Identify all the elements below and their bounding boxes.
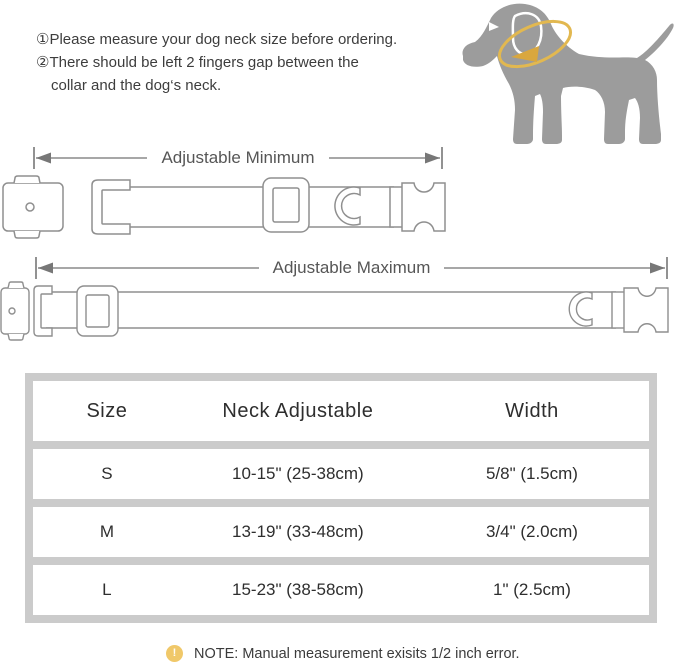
col-header-size: Size bbox=[86, 399, 128, 422]
dog-neck-measuring-illustration bbox=[455, 0, 679, 148]
note-text: NOTE: Manual measurement exisits 1/2 inch error. bbox=[194, 645, 520, 662]
table-row-m bbox=[33, 507, 649, 557]
strap-keeper-icon bbox=[92, 180, 130, 234]
adjustable-minimum-dimension bbox=[33, 146, 443, 170]
cell-neck: 13-19" (33-48cm) bbox=[232, 522, 364, 541]
slider-adjuster-icon bbox=[263, 178, 309, 232]
slider-adjuster-icon bbox=[77, 286, 118, 336]
size-chart-table bbox=[25, 373, 657, 623]
col-header-neck-adjustable: Neck Adjustable bbox=[222, 399, 374, 422]
collar-minimum-diagram bbox=[0, 172, 450, 244]
instruction-line-1: ①Please measure your dog neck size before ordering. bbox=[36, 31, 398, 48]
dimension-arrow-min-icon bbox=[33, 146, 443, 170]
adjustable-maximum-label: Adjustable Maximum bbox=[35, 258, 668, 278]
col-header-width: Width bbox=[505, 399, 559, 422]
adjustable-maximum-dimension bbox=[35, 256, 668, 280]
cell-width: 1" (2.5cm) bbox=[493, 580, 571, 599]
d-ring-icon bbox=[569, 292, 592, 326]
strap-keeper-icon bbox=[34, 286, 52, 336]
table-row-l bbox=[33, 565, 649, 615]
dog-silhouette-icon bbox=[455, 0, 679, 148]
measurement-note bbox=[166, 645, 520, 662]
buckle-male-icon bbox=[1, 282, 52, 340]
buckle-female-icon bbox=[390, 183, 445, 231]
cell-size: M bbox=[99, 522, 114, 541]
dimension-arrow-max-icon bbox=[35, 256, 668, 280]
buckle-female-icon bbox=[612, 288, 668, 332]
d-ring-icon bbox=[335, 187, 360, 225]
table-row-s bbox=[33, 449, 649, 499]
cell-width: 5/8" (1.5cm) bbox=[485, 464, 578, 483]
adjustable-minimum-label: Adjustable Minimum bbox=[33, 148, 443, 168]
cell-width: 3/4" (2.0cm) bbox=[485, 522, 578, 541]
measuring-instructions bbox=[36, 28, 456, 97]
table-header-row bbox=[33, 381, 649, 441]
buckle-male-icon bbox=[3, 176, 130, 238]
instruction-line-3: collar and the dog‘s neck. bbox=[51, 77, 222, 94]
instruction-line-2: ②There should be left 2 fingers gap between the bbox=[36, 54, 359, 71]
cell-size: S bbox=[101, 464, 113, 483]
cell-size: L bbox=[102, 580, 112, 599]
cell-neck: 10-15" (25-38cm) bbox=[232, 464, 364, 483]
exclamation-circle-icon: ! bbox=[166, 645, 183, 662]
cell-neck: 15-23" (38-58cm) bbox=[232, 580, 364, 599]
collar-maximum-diagram bbox=[0, 281, 679, 343]
